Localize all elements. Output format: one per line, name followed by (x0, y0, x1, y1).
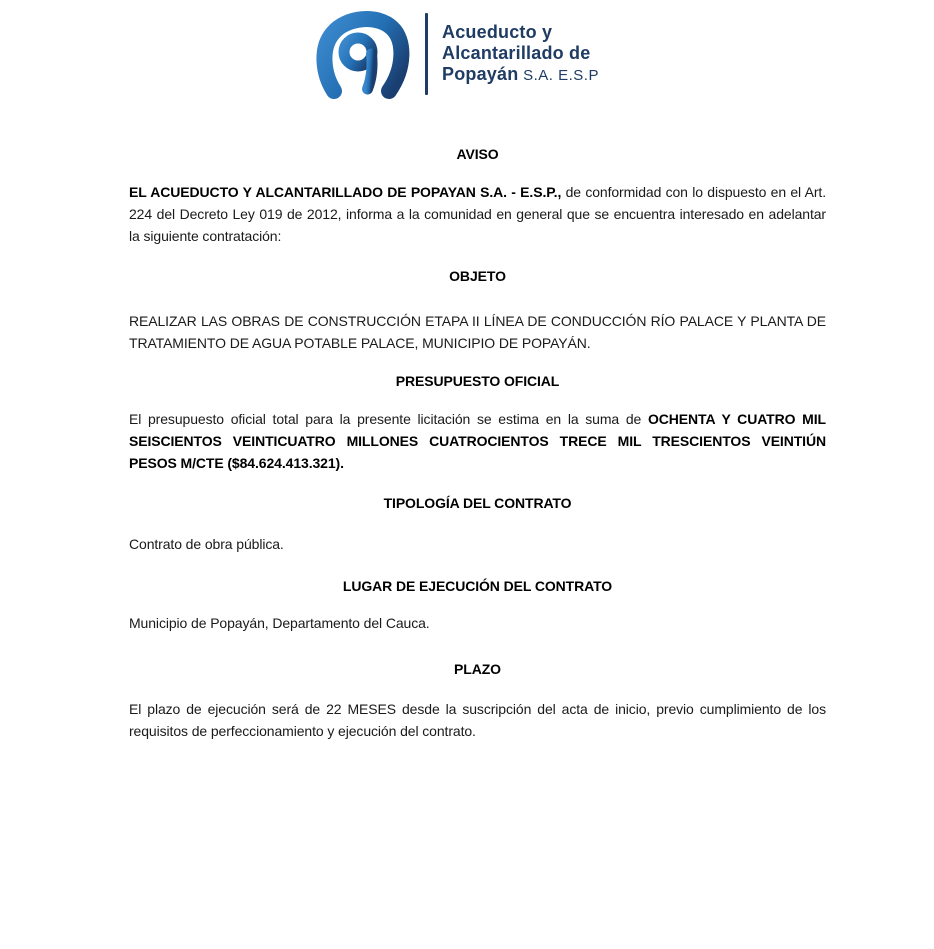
section-objeto-heading: OBJETO (449, 268, 506, 284)
presupuesto-text: El presupuesto oficial total para la presente licitación se estima en la suma de (129, 411, 648, 427)
notice-title: AVISO (456, 146, 499, 162)
brand-line-1: Acueducto y (442, 22, 553, 42)
brand-line-2: Alcantarillado de (442, 43, 591, 63)
company-logo (308, 8, 599, 100)
logo-divider (425, 13, 428, 95)
brand-city: Popayán (442, 64, 519, 84)
section-tipologia-body: Contrato de obra pública. (129, 536, 284, 552)
section-presupuesto-heading: PRESUPUESTO OFICIAL (395, 373, 560, 389)
section-objeto-body: REALIZAR LAS OBRAS DE CONSTRUCCIÓN ETAPA II LÍNEA DE CONDUCCIÓN RÍO PALACE Y PLANTA DE TRATAMIENTO DE AGUA POTABLE PALACE, MUNICIPIO DE POPAYÁN. (129, 313, 826, 351)
aqueduct-logo-icon (308, 8, 416, 100)
intro-entity-name: EL ACUEDUCTO Y ALCANTARILLADO DE POPAYAN S.A. - E.S.P., (129, 184, 562, 200)
section-lugar-body: Municipio de Popayán, Departamento del Cauca. (129, 615, 430, 631)
section-presupuesto-body (129, 408, 826, 474)
logo-text (442, 22, 599, 86)
brand-line-3 (442, 64, 599, 86)
section-tipologia-heading: TIPOLOGÍA DEL CONTRATO (383, 495, 572, 511)
notice-body (129, 100, 826, 742)
section-plazo-heading: PLAZO (454, 661, 501, 677)
brand-suffix: S.A. E.S.P (518, 67, 599, 84)
presupuesto-amount: OCHENTA Y CUATRO MIL SEISCIENTOS VEINTICUATRO MILLONES CUATROCIENTOS TRECE MIL TRESCIENTOS VEINTIÚN PESOS M/CTE ($84.624.413.321). (129, 411, 826, 471)
intro-paragraph (129, 181, 826, 247)
section-plazo-body: El plazo de ejecución será de 22 MESES desde la suscripción del acta de inicio, previo cumplimiento de los requisitos de perfeccionamiento y ejecución del contrato. (129, 701, 826, 739)
intro-text: de conformidad con lo dispuesto en el Art. 224 del Decreto Ley 019 de 2012, informa a la comunidad en general que se encuentra interesado en adelantar la siguiente contratación: (129, 184, 827, 244)
section-lugar-heading: LUGAR DE EJECUCIÓN DEL CONTRATO (342, 578, 613, 594)
